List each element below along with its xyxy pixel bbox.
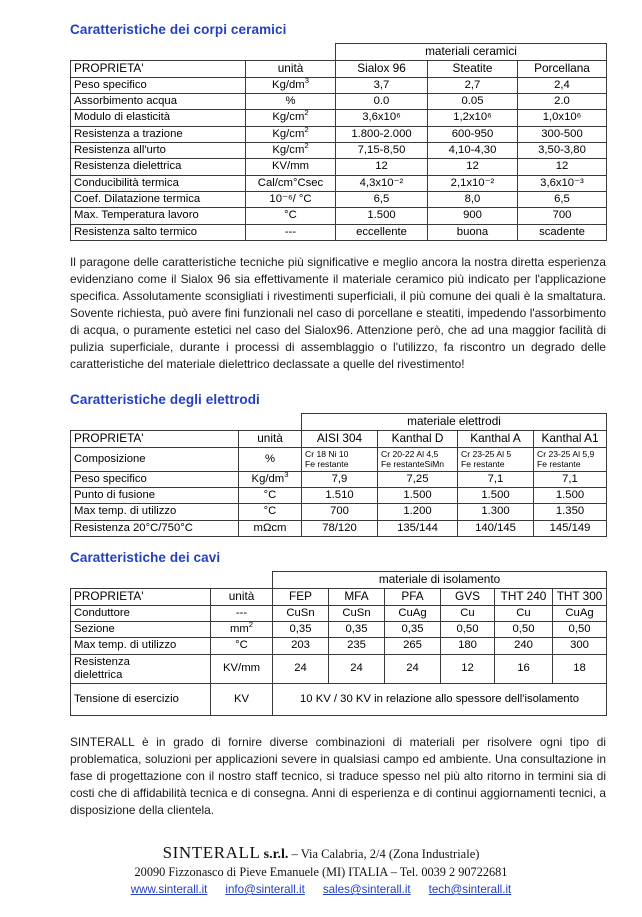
link-email-info[interactable]: info@sinterall.it (225, 883, 305, 896)
paragraph-ceramic-body: Il paragone delle caratteristiche tecniche più significative e meglio ancora la nostra diretta esperienza evidenziano come il Sialox 96 sia effettivamente il materiale ceramico più indicato per l'applicazione specifica. Assolutamente sconsigliati i rivestimenti superficiali, il più comune dei quali è la smaltatura. Sovente richiesta, può avere fini funzionali nel caso di porcellane e steatiti, impedendo l'assorbimento di acqua, o puramente estetici nel caso del Sialox96. Attenzione però, che ad una maggior facilità di pulizia superficiale, durante i processi di assemblaggio o l'utilizzo, fa riscontro un degrado delle caratteristiche del materiale dielettrico declassate a quelle del rivestimento! (70, 255, 606, 371)
cell-value: 180 (441, 638, 495, 654)
cell-value: 1.510 (302, 487, 378, 503)
table-row-composition (71, 448, 607, 471)
cell-unit: --- (246, 224, 336, 240)
cell-unit: $Kg/cm^2$ (246, 126, 336, 142)
table-row (71, 192, 607, 208)
cell-property: Resistenza dielettrica (71, 654, 211, 684)
col-header-property: PROPRIETA' (71, 60, 246, 77)
cell-unit: KV/mm (246, 159, 336, 175)
cell-value: 900 (428, 208, 518, 224)
cell-value: 12 (336, 159, 428, 175)
cell-value: 1.500 (534, 487, 607, 503)
cell-value: 140/145 (458, 520, 534, 536)
table-row (71, 638, 607, 654)
table-row (71, 654, 607, 684)
cell-value: 3,50-3,80 (518, 143, 607, 159)
cell-value: 16 (495, 654, 553, 684)
cell-value: CuAg (553, 605, 607, 621)
cell-property: Composizione (71, 448, 239, 471)
link-email-sales[interactable]: sales@sinterall.it (322, 883, 411, 896)
table-row (71, 487, 607, 503)
cell-value: 7,15-8,50 (336, 143, 428, 159)
table-header-row (71, 588, 607, 605)
table-header-row (71, 60, 607, 77)
cell-value: Cu (495, 605, 553, 621)
cell-composition: Cr 20-22 Al 4,5 Fe restanteSiMn (378, 448, 458, 471)
cell-composition: Cr 23-25 Al 5 Fe restante (458, 448, 534, 471)
cell-property: Sezione (71, 621, 211, 637)
table-row (71, 175, 607, 191)
cell-value: CuSn (273, 605, 329, 621)
cell-value: 1.500 (378, 487, 458, 503)
cell-value: 700 (518, 208, 607, 224)
cell-value: 7,9 (302, 471, 378, 487)
cell-value: 78/120 (302, 520, 378, 536)
company-address: – Via Calabria, 2/4 (Zona Industriale) (291, 847, 480, 861)
table-row-group-header (71, 571, 607, 588)
cell-value: 0.05 (428, 94, 518, 110)
cell-value: 0,50 (553, 621, 607, 637)
cell-unit: 10⁻⁶/ °C (246, 192, 336, 208)
cell-value: 300-500 (518, 126, 607, 142)
cell-property: Conduttore (71, 605, 211, 621)
cell-value: 145/149 (534, 520, 607, 536)
link-website[interactable]: www.sinterall.it (130, 883, 208, 896)
col-header-kanthal-a1: Kanthal A1 (534, 431, 607, 448)
cell-unit: °C (239, 504, 302, 520)
table-row (71, 77, 607, 93)
document-footer (0, 843, 642, 896)
col-header-tht300: THT 300 (553, 588, 607, 605)
cell-value: 1,2x10⁶ (428, 110, 518, 126)
cell-unit: $Kg/dm^3$ (239, 471, 302, 487)
section-title-electrodes: Caratteristiche degli elettrodi (70, 392, 260, 408)
cell-value: scadente (518, 224, 607, 240)
table-row (71, 143, 607, 159)
cell-value: 135/144 (378, 520, 458, 536)
cell-value: 235 (329, 638, 385, 654)
footer-links (0, 883, 642, 896)
col-header-mfa: MFA (329, 588, 385, 605)
cell-value: buona (428, 224, 518, 240)
cell-value: 0,35 (273, 621, 329, 637)
cell-unit: KV/mm (211, 654, 273, 684)
cell-value: 2,7 (428, 77, 518, 93)
cell-property: Resistenza salto termico (71, 224, 246, 240)
cell-unit: % (239, 448, 302, 471)
section-title-ceramic: Caratteristiche dei corpi ceramici (70, 22, 287, 37)
cell-value: CuAg (385, 605, 441, 621)
cell-property: Tensione di esercizio (71, 684, 211, 716)
table-row (71, 621, 607, 637)
cell-property: Peso specifico (71, 77, 246, 93)
cell-value: 0,50 (441, 621, 495, 637)
cell-property: Max. Temperatura lavoro (71, 208, 246, 224)
cell-value: 1.300 (458, 504, 534, 520)
cell-value: 1.200 (378, 504, 458, 520)
document-content (70, 22, 606, 819)
table-row (71, 159, 607, 175)
cell-voltage-note: 10 KV / 30 KV in relazione allo spessore dell'isolamento (273, 684, 607, 716)
table-row (71, 110, 607, 126)
cell-property: Resistenza 20°C/750°C (71, 520, 239, 536)
empty-cell (211, 571, 273, 588)
table-row (71, 504, 607, 520)
cell-value: eccellente (336, 224, 428, 240)
footer-company-line (0, 843, 642, 863)
cell-value: 300 (553, 638, 607, 654)
col-header-sialox96: Sialox 96 (336, 60, 428, 77)
cell-unit: °C (246, 208, 336, 224)
cell-value: 0,35 (385, 621, 441, 637)
link-email-tech[interactable]: tech@sinterall.it (428, 883, 512, 896)
cell-value: Cu (441, 605, 495, 621)
cell-value: 2.0 (518, 94, 607, 110)
cell-value: 3,6x10⁻³ (518, 175, 607, 191)
cell-property: Conducibilità termica (71, 175, 246, 191)
empty-cell (246, 44, 336, 61)
cell-value: 0,35 (329, 621, 385, 637)
cell-property: Peso specifico (71, 471, 239, 487)
cell-value: 265 (385, 638, 441, 654)
cell-unit: $mm^2$ (211, 621, 273, 637)
col-header-gvs: GVS (441, 588, 495, 605)
cell-property: Resistenza dielettrica (71, 159, 246, 175)
col-header-property: PROPRIETA' (71, 431, 239, 448)
cell-unit: °C (239, 487, 302, 503)
paragraph-closing: SINTERALL è in grado di fornire diverse combinazioni di materiali per risolvere ogni tipo di problematica, soluzioni per applicazioni severe in qualsiasi campo ed ambiente. Una consultazione in fase di progettazione con il nostro staff tecnico, si traduce spesso nel più alto ritorno in termini sia di costi che di affidabilità tecnica e di consegna. Anni di esperienza e di continui aggiornamenti tecnici, a disposizione della clientela. (70, 735, 606, 817)
cell-composition: Cr 23-25 Al 5,9 Fe restante (534, 448, 607, 471)
cell-unit: mΩcm (239, 520, 302, 536)
cell-value: 240 (495, 638, 553, 654)
cell-value: 12 (441, 654, 495, 684)
cell-value: 2,4 (518, 77, 607, 93)
cell-value: 1.350 (534, 504, 607, 520)
cell-property: Assorbimento acqua (71, 94, 246, 110)
cell-property: Coef. Dilatazione termica (71, 192, 246, 208)
cell-unit: $Kg/dm^3$ (246, 77, 336, 93)
cell-value: 12 (518, 159, 607, 175)
cell-value: 3,7 (336, 77, 428, 93)
col-header-unit: unità (211, 588, 273, 605)
col-header-unit: unità (246, 60, 336, 77)
cell-value: 4,3x10⁻² (336, 175, 428, 191)
cell-unit: $Kg/cm^2$ (246, 143, 336, 159)
cell-value: 3,6x10⁶ (336, 110, 428, 126)
cell-unit: --- (211, 605, 273, 621)
cell-value: 8,0 (428, 192, 518, 208)
cell-value: 4,10-4,30 (428, 143, 518, 159)
table-row (71, 471, 607, 487)
table-row-group-header (71, 44, 607, 61)
col-header-property: PROPRIETA' (71, 588, 211, 605)
cell-value: 0,50 (495, 621, 553, 637)
table-row-span (71, 684, 607, 716)
cell-value: 203 (273, 638, 329, 654)
table-header-row (71, 431, 607, 448)
table-row (71, 605, 607, 621)
cell-property: Punto di fusione (71, 487, 239, 503)
col-header-porcellana: Porcellana (518, 60, 607, 77)
table-row (71, 224, 607, 240)
col-header-fep: FEP (273, 588, 329, 605)
table-row (71, 94, 607, 110)
cell-value: 1.800-2.000 (336, 126, 428, 142)
cell-property: Max temp. di utilizzo (71, 504, 239, 520)
table-row (71, 208, 607, 224)
col-header-pfa: PFA (385, 588, 441, 605)
cell-value: 1,0x10⁶ (518, 110, 607, 126)
cell-value: 2,1x10⁻² (428, 175, 518, 191)
table-electrode-materials (70, 413, 607, 536)
cell-value: 18 (553, 654, 607, 684)
footer-address-line: 20090 Fizzonasco di Pieve Emanuele (MI) ITALIA – Tel. 0039 2 90722681 (134, 865, 508, 879)
cell-property: Modulo di elasticità (71, 110, 246, 126)
cell-value: 24 (329, 654, 385, 684)
cell-property: Resistenza a trazione (71, 126, 246, 142)
cell-value: 7,25 (378, 471, 458, 487)
cell-unit: $Kg/cm^2$ (246, 110, 336, 126)
cell-value: 12 (428, 159, 518, 175)
cell-unit: Cal/cm°Csec (246, 175, 336, 191)
cell-value: 7,1 (534, 471, 607, 487)
cell-value: 6,5 (518, 192, 607, 208)
table-row-group-header (71, 414, 607, 431)
empty-cell (239, 414, 302, 431)
col-header-kanthal-a: Kanthal A (458, 431, 534, 448)
cell-property: Resistenza all'urto (71, 143, 246, 159)
col-header-kanthal-d: Kanthal D (378, 431, 458, 448)
cell-value: 1.500 (458, 487, 534, 503)
group-header-cables: materiale di isolamento (273, 571, 607, 588)
empty-cell (71, 44, 246, 61)
cell-value: CuSn (329, 605, 385, 621)
table-row (71, 126, 607, 142)
cell-value: 600-950 (428, 126, 518, 142)
cell-unit: °C (211, 638, 273, 654)
cell-value: 700 (302, 504, 378, 520)
empty-cell (71, 414, 239, 431)
col-header-steatite: Steatite (428, 60, 518, 77)
cell-value: 0.0 (336, 94, 428, 110)
table-row (71, 520, 607, 536)
table-ceramic-materials (70, 43, 607, 241)
cell-unit: % (246, 94, 336, 110)
section-title-cables: Caratteristiche dei cavi (70, 549, 221, 565)
group-header-ceramic: materiali ceramici (336, 44, 607, 61)
company-name: SINTERALL (162, 843, 261, 862)
cell-value: 24 (385, 654, 441, 684)
cell-value: 6,5 (336, 192, 428, 208)
cell-composition: Cr 18 Ni 10 Fe restante (302, 448, 378, 471)
group-header-electrodes: materiale elettrodi (302, 414, 607, 431)
col-header-aisi304: AISI 304 (302, 431, 378, 448)
cell-value: 24 (273, 654, 329, 684)
empty-cell (71, 571, 211, 588)
cell-property: Max temp. di utilizzo (71, 638, 211, 654)
company-legal-form: s.r.l. (263, 847, 289, 862)
cell-unit: KV (211, 684, 273, 716)
table-cable-materials (70, 571, 607, 716)
cell-value: 7,1 (458, 471, 534, 487)
cell-value: 1.500 (336, 208, 428, 224)
col-header-tht240: THT 240 (495, 588, 553, 605)
col-header-unit: unità (239, 431, 302, 448)
